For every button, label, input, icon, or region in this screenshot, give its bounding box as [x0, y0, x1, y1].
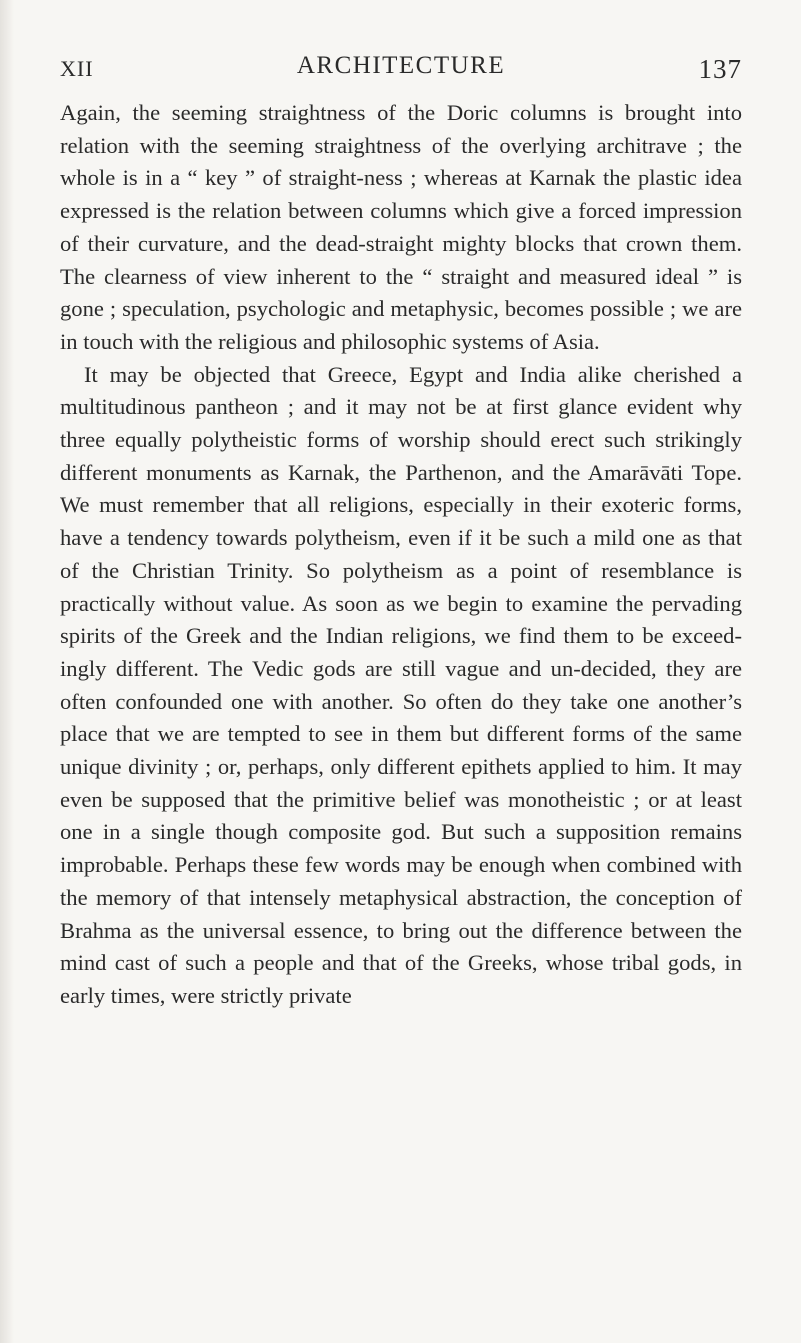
paragraph: It may be objected that Greece, Egypt and India alike cherished a multitudinous pantheon ; and it may not be at first glance evident why three equally polytheistic forms of worship should erect such strikingly different monuments as Karnak, the Parthenon, and the Amarāvāti Tope. We must remember that all religions, especially in their exoteric forms, have a tendency towards polytheism, even if it be such a mild one as that of the Christian Trinity. So polytheism as a point of resemblance is practically without value. As soon as we begin to examine the pervading spirits of the Greek and the Indian religions, we find them to be exceed-ingly different. The Vedic gods are still vague and un-decided, they are often confounded one with another. So often do they take one another’s place that we are tempted to see in them but different forms of the same unique divinity ; or, perhaps, only different epithets applied to him. It may even be supposed that the primitive belief was monotheistic ; or at least one in a single though composite god. But such a supposition remains improbable. Perhaps these few words may be enough when combined with the memory of that intensely metaphysical abstraction, the conception of Brahma as the universal essence, to bring out the difference between the mind cast of such a people and that of the Greeks, whose tribal gods, in early times, were strictly private [60, 361, 742, 1008]
paragraph: Again, the seeming straightness of the Doric columns is brought into relation with the seeming straightness of the overlying architrave ; the whole is in a “ key ” of straight-ness ; whereas at Karnak the plastic idea expressed is the relation between columns which give a forced impression of their curvature, and the dead-straight mighty blocks that crown them. The clearness of view inherent to the “ straight and measured ideal ” is gone ; speculation, psychologic and metaphysic, becomes possible ; we are in touch with the religious and philosophic systems of Asia. [60, 100, 742, 354]
running-head [60, 52, 742, 92]
book-page [60, 52, 742, 1013]
page-gutter-shadow [0, 0, 14, 1343]
running-title: ARCHITECTURE [296, 52, 506, 79]
page-number: 137 [698, 54, 742, 84]
chapter-number: XII [60, 56, 94, 81]
body-text [60, 97, 742, 1013]
